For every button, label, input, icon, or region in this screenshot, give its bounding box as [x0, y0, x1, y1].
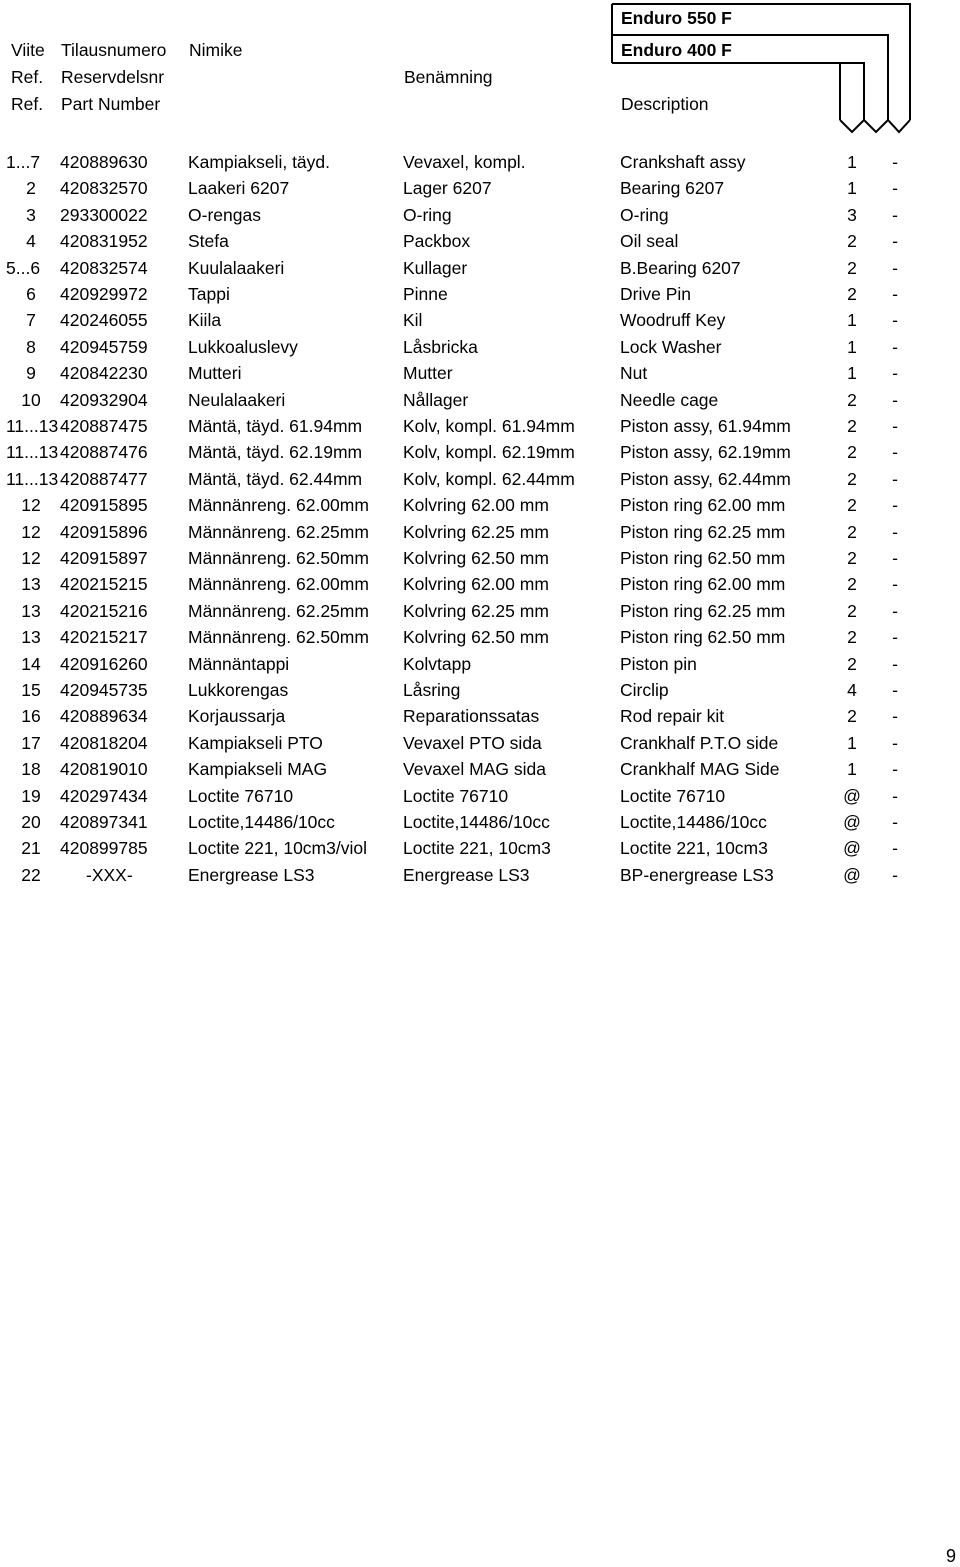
cell-sv: Loctite 76710 — [403, 786, 509, 806]
cell-pn: 420915897 — [60, 548, 148, 568]
cell-ref: 15 — [21, 680, 41, 700]
cell-pn: 420297434 — [60, 786, 148, 806]
cell-q2: - — [892, 310, 898, 330]
cell-en: Piston ring 62.00 mm — [620, 574, 786, 594]
cell-ref: 13 — [21, 627, 41, 647]
cell-en: BP-energrease LS3 — [620, 865, 774, 885]
cell-ref: 7 — [26, 310, 36, 330]
header-name-en: Description — [621, 94, 709, 114]
cell-q1: 2 — [847, 284, 857, 304]
cell-fi: Loctite 221, 10cm3/viol — [188, 838, 367, 858]
cell-pn: 420945759 — [60, 337, 148, 357]
cell-q1: 1 — [847, 178, 857, 198]
cell-ref: 6 — [26, 284, 36, 304]
cell-fi: Laakeri 6207 — [188, 178, 290, 198]
cell-ref: 11...13 — [6, 416, 59, 436]
cell-pn: 420887476 — [60, 442, 148, 462]
cell-q2: - — [892, 152, 898, 172]
cell-q1: @ — [843, 865, 861, 885]
cell-fi: Kampiakseli MAG — [188, 759, 328, 779]
cell-pn: 420832574 — [60, 258, 148, 278]
cell-fi: Männänreng. 62.00mm — [188, 495, 369, 515]
header-name-fi: Nimike — [189, 40, 243, 60]
header-ref-fi: Viite — [11, 40, 45, 60]
cell-fi: Kuulalaakeri — [188, 258, 285, 278]
cell-q1: 3 — [847, 205, 857, 225]
cell-fi: Loctite 76710 — [188, 786, 294, 806]
cell-pn: 420897341 — [60, 812, 148, 832]
cell-q1: 2 — [847, 601, 857, 621]
cell-ref: 3 — [26, 205, 36, 225]
cell-sv: Låsbricka — [403, 337, 478, 357]
cell-fi: Kampiakseli PTO — [188, 733, 323, 753]
cell-en: B.Bearing 6207 — [620, 258, 741, 278]
cell-fi: Mäntä, täyd. 62.19mm — [188, 442, 363, 462]
cell-q2: - — [892, 838, 898, 858]
cell-en: Nut — [620, 363, 648, 383]
cell-fi: O-rengas — [188, 205, 261, 225]
cell-fi: Männäntappi — [188, 654, 290, 674]
cell-pn: 420945735 — [60, 680, 148, 700]
cell-q2: - — [892, 759, 898, 779]
cell-en: Piston pin — [620, 654, 697, 674]
cell-en: Crankshaft assy — [620, 152, 746, 172]
cell-en: Loctite 221, 10cm3 — [620, 838, 768, 858]
page-number: 9 — [946, 1546, 957, 1566]
cell-sv: Kolvring 62.00 mm — [403, 574, 549, 594]
cell-fi: Loctite,14486/10cc — [188, 812, 335, 832]
cell-ref: 1...7 — [6, 152, 41, 172]
cell-sv: Vevaxel, kompl. — [403, 152, 526, 172]
cell-q1: @ — [843, 838, 861, 858]
cell-en: O-ring — [620, 205, 669, 225]
cell-q2: - — [892, 258, 898, 278]
header-name-sv: Benämning — [404, 67, 493, 87]
cell-q2: - — [892, 733, 898, 753]
cell-pn: 420889634 — [60, 706, 148, 726]
cell-en: Rod repair kit — [620, 706, 725, 726]
cell-sv: Vevaxel PTO sida — [403, 733, 542, 753]
cell-sv: Kolvring 62.25 mm — [403, 601, 549, 621]
cell-fi: Korjaussarja — [188, 706, 286, 726]
cell-ref: 11...13 — [6, 442, 59, 462]
cell-pn: 420915896 — [60, 522, 148, 542]
cell-en: Piston ring 62.25 mm — [620, 601, 786, 621]
cell-ref: 19 — [21, 786, 41, 806]
cell-en: Lock Washer — [620, 337, 722, 357]
cell-en: Crankhalf P.T.O side — [620, 733, 779, 753]
cell-fi: Männänreng. 62.25mm — [188, 522, 369, 542]
cell-q2: - — [892, 627, 898, 647]
cell-q2: - — [892, 363, 898, 383]
cell-q2: - — [892, 812, 898, 832]
cell-q1: 2 — [847, 548, 857, 568]
cell-q1: 1 — [847, 310, 857, 330]
cell-fi: Lukkoaluslevy — [188, 337, 298, 357]
header-pn-en: Part Number — [61, 94, 161, 114]
cell-en: Bearing 6207 — [620, 178, 725, 198]
cell-fi: Männänreng. 62.50mm — [188, 627, 369, 647]
cell-q2: - — [892, 469, 898, 489]
header-ref-en: Ref. — [11, 94, 44, 114]
cell-q1: 1 — [847, 152, 857, 172]
cell-ref: 11...13 — [6, 469, 59, 489]
cell-pn: 420215217 — [60, 627, 148, 647]
cell-sv: Låsring — [403, 680, 461, 700]
cell-q1: 2 — [847, 654, 857, 674]
cell-ref: 14 — [21, 654, 41, 674]
cell-sv: Kil — [403, 310, 423, 330]
cell-pn: 420889630 — [60, 152, 148, 172]
cell-q1: 4 — [847, 680, 857, 700]
cell-en: Loctite,14486/10cc — [620, 812, 767, 832]
cell-sv: Vevaxel MAG sida — [403, 759, 546, 779]
cell-q1: 1 — [847, 759, 857, 779]
cell-ref: 22 — [21, 865, 41, 885]
cell-fi: Neulalaakeri — [188, 390, 286, 410]
cell-ref: 13 — [21, 574, 41, 594]
cell-ref: 2 — [26, 178, 36, 198]
cell-sv: Reparationssatas — [403, 706, 540, 726]
cell-q1: 2 — [847, 390, 857, 410]
cell-q2: - — [892, 416, 898, 436]
cell-pn: 420215216 — [60, 601, 148, 621]
cell-q1: 1 — [847, 337, 857, 357]
cell-q1: 2 — [847, 231, 857, 251]
cell-en: Piston assy, 62.19mm — [620, 442, 791, 462]
cell-pn: 420916260 — [60, 654, 148, 674]
cell-pn: 420932904 — [60, 390, 148, 410]
cell-pn: 420929972 — [60, 284, 148, 304]
cell-ref: 12 — [21, 495, 41, 515]
cell-en: Oil seal — [620, 231, 679, 251]
cell-sv: Packbox — [403, 231, 471, 251]
cell-q1: 1 — [847, 363, 857, 383]
cell-q2: - — [892, 231, 898, 251]
cell-q2: - — [892, 680, 898, 700]
cell-ref: 21 — [21, 838, 41, 858]
cell-sv: Pinne — [403, 284, 448, 304]
cell-fi: Kiila — [188, 310, 222, 330]
cell-sv: Kolv, kompl. 61.94mm — [403, 416, 575, 436]
cell-sv: Loctite,14486/10cc — [403, 812, 550, 832]
cell-pn: 420818204 — [60, 733, 148, 753]
cell-pn: 420899785 — [60, 838, 148, 858]
cell-sv: Kolvring 62.00 mm — [403, 495, 549, 515]
cell-q2: - — [892, 178, 898, 198]
cell-sv: Kolv, kompl. 62.19mm — [403, 442, 575, 462]
cell-sv: Kolvring 62.25 mm — [403, 522, 549, 542]
cell-ref: 12 — [21, 522, 41, 542]
cell-ref: 12 — [21, 548, 41, 568]
cell-q2: - — [892, 865, 898, 885]
cell-en: Piston ring 62.25 mm — [620, 522, 786, 542]
model-400: Enduro 400 F — [621, 40, 732, 60]
cell-fi: Stefa — [188, 231, 229, 251]
cell-pn: 420246055 — [60, 310, 148, 330]
cell-ref: 20 — [21, 812, 41, 832]
header-pn-sv: Reservdelsnr — [61, 67, 165, 87]
cell-en: Circlip — [620, 680, 669, 700]
cell-fi: Lukkorengas — [188, 680, 289, 700]
cell-pn: 293300022 — [60, 205, 148, 225]
cell-q2: - — [892, 548, 898, 568]
cell-en: Piston ring 62.00 mm — [620, 495, 786, 515]
cell-ref: 5...6 — [6, 258, 41, 278]
cell-sv: Kolvtapp — [403, 654, 472, 674]
cell-q1: 2 — [847, 258, 857, 278]
cell-sv: Energrease LS3 — [403, 865, 530, 885]
cell-ref: 4 — [26, 231, 36, 251]
cell-pn: -XXX- — [86, 865, 133, 885]
cell-en: Needle cage — [620, 390, 719, 410]
cell-pn: 420842230 — [60, 363, 148, 383]
cell-q1: 2 — [847, 627, 857, 647]
cell-q1: 1 — [847, 733, 857, 753]
cell-q2: - — [892, 205, 898, 225]
cell-ref: 16 — [21, 706, 41, 726]
cell-fi: Kampiakseli, täyd. — [188, 152, 331, 172]
cell-ref: 17 — [21, 733, 41, 753]
cell-q2: - — [892, 786, 898, 806]
cell-fi: Männänreng. 62.25mm — [188, 601, 369, 621]
cell-pn: 420215215 — [60, 574, 148, 594]
cell-sv: Kolv, kompl. 62.44mm — [403, 469, 575, 489]
cell-fi: Männänreng. 62.50mm — [188, 548, 369, 568]
cell-sv: Nållager — [403, 390, 469, 410]
cell-sv: Mutter — [403, 363, 453, 383]
cell-q1: 2 — [847, 574, 857, 594]
cell-pn: 420887475 — [60, 416, 148, 436]
cell-q2: - — [892, 522, 898, 542]
cell-q1: @ — [843, 786, 861, 806]
cell-q1: 2 — [847, 495, 857, 515]
cell-en: Piston ring 62.50 mm — [620, 548, 786, 568]
cell-sv: Kolvring 62.50 mm — [403, 627, 549, 647]
cell-en: Drive Pin — [620, 284, 691, 304]
cell-sv: Loctite 221, 10cm3 — [403, 838, 551, 858]
cell-pn: 420915895 — [60, 495, 148, 515]
cell-fi: Mutteri — [188, 363, 242, 383]
header-pn-fi: Tilausnumero — [61, 40, 167, 60]
cell-ref: 9 — [26, 363, 36, 383]
cell-q2: - — [892, 284, 898, 304]
cell-q1: 2 — [847, 469, 857, 489]
cell-en: Piston assy, 62.44mm — [620, 469, 791, 489]
cell-q2: - — [892, 706, 898, 726]
cell-fi: Tappi — [188, 284, 230, 304]
cell-pn: 420887477 — [60, 469, 148, 489]
cell-pn: 420831952 — [60, 231, 148, 251]
cell-ref: 13 — [21, 601, 41, 621]
cell-fi: Männänreng. 62.00mm — [188, 574, 369, 594]
cell-q2: - — [892, 442, 898, 462]
cell-sv: Kullager — [403, 258, 468, 278]
cell-ref: 18 — [21, 759, 41, 779]
cell-q1: 2 — [847, 706, 857, 726]
cell-q2: - — [892, 601, 898, 621]
cell-q2: - — [892, 390, 898, 410]
cell-q1: 2 — [847, 416, 857, 436]
cell-pn: 420832570 — [60, 178, 148, 198]
header-ref-sv: Ref. — [11, 67, 44, 87]
cell-en: Woodruff Key — [620, 310, 726, 330]
cell-en: Crankhalf MAG Side — [620, 759, 780, 779]
cell-fi: Energrease LS3 — [188, 865, 315, 885]
cell-en: Loctite 76710 — [620, 786, 726, 806]
cell-q2: - — [892, 495, 898, 515]
cell-q2: - — [892, 654, 898, 674]
cell-sv: Lager 6207 — [403, 178, 492, 198]
cell-pn: 420819010 — [60, 759, 148, 779]
cell-sv: Kolvring 62.50 mm — [403, 548, 549, 568]
cell-fi: Mäntä, täyd. 61.94mm — [188, 416, 363, 436]
cell-fi: Mäntä, täyd. 62.44mm — [188, 469, 363, 489]
cell-q2: - — [892, 337, 898, 357]
cell-sv: O-ring — [403, 205, 452, 225]
cell-q2: - — [892, 574, 898, 594]
cell-q1: @ — [843, 812, 861, 832]
cell-en: Piston ring 62.50 mm — [620, 627, 786, 647]
cell-ref: 10 — [21, 390, 41, 410]
model-550: Enduro 550 F — [621, 8, 732, 28]
cell-q1: 2 — [847, 522, 857, 542]
cell-en: Piston assy, 61.94mm — [620, 416, 791, 436]
cell-ref: 8 — [26, 337, 36, 357]
cell-q1: 2 — [847, 442, 857, 462]
